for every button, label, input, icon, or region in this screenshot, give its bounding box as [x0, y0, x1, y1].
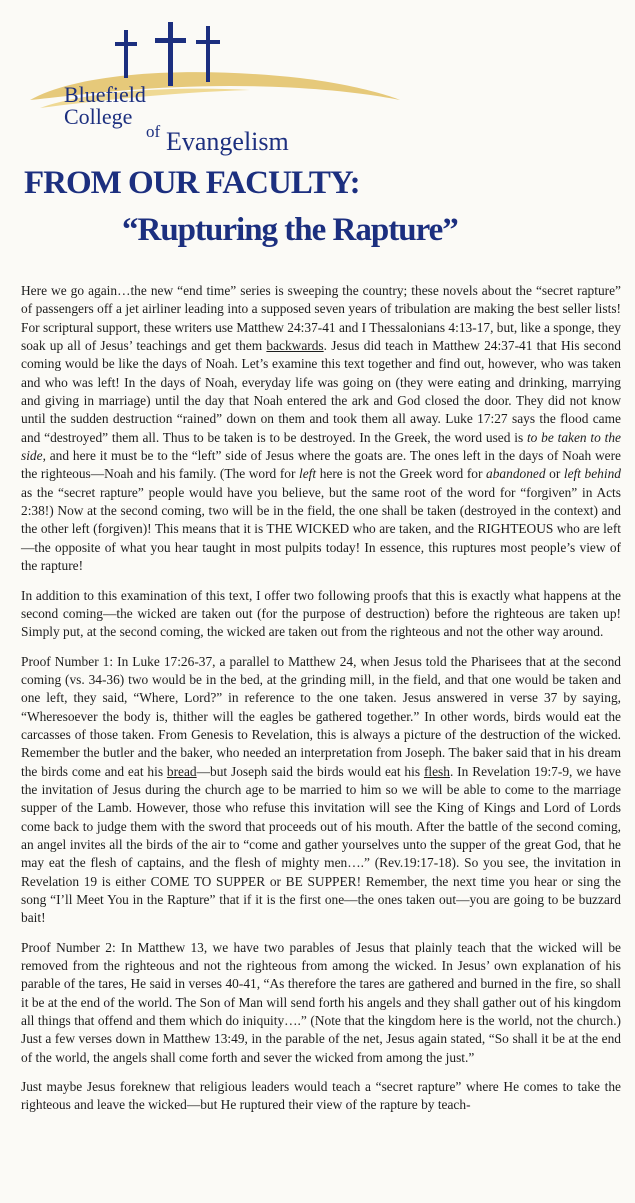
paragraph-2: In addition to this examination of this text, I offer two following proofs that this is exactly what happens at the second coming—the wicked are taken out (for the purpose of destruction) before the righteous are taken up! Simply put, at the second coming, the wicked are taken out from the righteous and not the other way around. — [21, 587, 621, 640]
college-logo — [0, 0, 635, 175]
italic-phrase: to be taken to the side — [21, 429, 621, 464]
logo-college: College — [64, 104, 133, 129]
italic-phrase: left behind — [563, 466, 621, 482]
underlined-word: flesh — [423, 763, 450, 779]
underlined-word: bread — [166, 763, 197, 779]
paragraph-3: Proof Number 1: In Luke 17:26-37, a parallel to Matthew 24, when Jesus told the Pharisees that at the second coming (vs. 34-36) two would be in the bed, at the grinding mill, in the field, and that one would be taken and one left, they said, “Where, Lord?” in reference to the one taken. Jesus answered in verse 37 by saying, “Wheresoever the body is, thither will the eagles be gathered together.” In other words, birds would eat the carcasses of those taken. From Genesis to Revelation, this is always a picture of the destruction of the wicked. Remember the butler and the baker, who needed an interpretation from Joseph. The baker said that in his dream the birds come and eat his bread—but Joseph said the birds would eat his flesh. In Revelation 19:7-9, we have the invitation of Jesus during the church age to be married to him so we will be able to come to the marriage supper of the Lamb. However, those who refuse this invitation will see the King of Kings and Lord of Lords come back to judge them with the sword that proceeds out of his mouth. After the battle of the second coming, an angel invites all the birds of the air to “come and gather yourselves unto the supper of the great God, that he may eat the flesh of captains, and the flesh of mighty men….” (Rev.19:17-18). So you see, the invitation in Revelation 19 is either COME TO SUPPER or BE SUPPER! Remember, the next time you hear or sing the song “I’ll Meet You in the Rapture” that if it is the first one—the ones taken out—you are going to be buzzard bait! — [21, 653, 621, 926]
article-body — [21, 282, 621, 1126]
paragraph-5: Just maybe Jesus foreknew that religious leaders would teach a “secret rapture” where He comes to take the righteous and leave the wicked—but He ruptured their view of the rapture by teach- — [21, 1079, 621, 1113]
paragraph-4: Proof Number 2: In Matthew 13, we have two parables of Jesus that plainly teach that the wicked will be removed from the righteous and not the righteous from among the wicked. In Jesus’ own explanation of his parable of the tares, He said in verses 40-41, “As therefore the tares are gathered and burned in the fire, so shall it be at the end of the world. The Son of Man will send forth his angels and they shall gather out of his kingdom all things that offend and them which do iniquity….” (Note that the kingdom here is the world, not the church.) Just a few verses down in Matthew 13:49, in the parable of the net, Jesus again stated, “So shall it be at the end of the world, the angels shall come forth and sever the wicked from among the just.” — [21, 939, 621, 1065]
section-title: FROM OUR FACULTY: — [24, 165, 360, 201]
article-title: “Rupturing the Rapture” — [122, 212, 458, 248]
logo-of: of — [146, 122, 161, 141]
italic-phrase: left — [299, 466, 317, 482]
logo-evangelism: Evangelism — [166, 127, 289, 156]
underlined-word: backwards — [266, 338, 324, 354]
logo-bluefield: Bluefield — [64, 82, 146, 107]
italic-phrase: abandoned — [486, 466, 546, 482]
paragraph-1: Here we go again…the new “end time” series is sweeping the country; these novels about the “secret rapture” of passengers off a jet airliner leading into a supposed seven years of tribulation are making the best seller lists! For scriptural support, these writers use Matthew 24:37-41 and I Thessalonians 4:13-17, but, like a sponge, they soak up all of Jesus’ teachings and get them backwards. Jesus did teach in Matthew 24:37-41 that His second coming would be like the days of Noah. Let’s examine this text together and find out, however, who was taken and who was left! In the days of Noah, everyday life was going on (they were eating and drinking, marrying and giving in marriage) until the day that Noah entered the ark and God closed the door. They did not know until the sudden destruction “rained” down on them and took them all away. Luke 17:27 says the flood came and “destroyed” them all. Thus to be taken is to be destroyed. In the Greek, the word used is to be taken to the side, and here it must be to the “left” side of Jesus where the goats are. The ones left in the days of Noah were the righteous—Noah and his family. (The word for left here is not the Greek word for abandoned or left behind as the “secret rapture” people would have you believe, but the same root of the word for “forgiven” in Acts 2:38!) Now at the second coming, two will be in the field, the one shall be taken (destroyed in the context) and the other left (forgiven)! This means that it is THE WICKED who are taken, and the RIGHTEOUS who are left—the opposite of what you hear taught in most pulpits today! In essence, this ruptures most people’s view of the rapture! — [21, 283, 621, 574]
